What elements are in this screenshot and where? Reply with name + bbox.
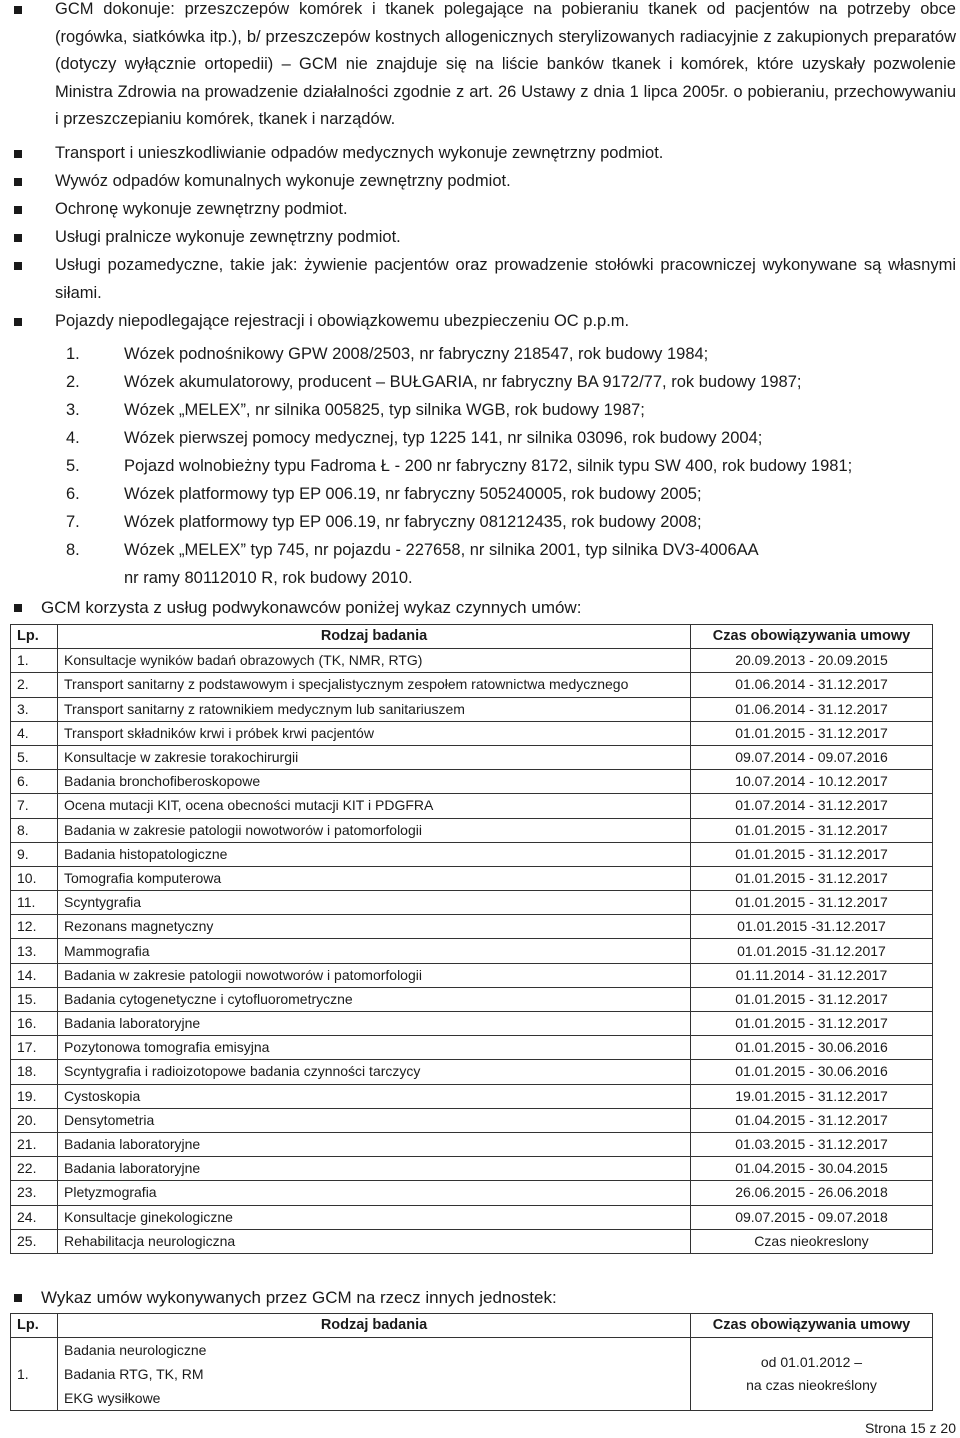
cell-period: 01.04.2015 - 30.04.2015 <box>691 1157 933 1181</box>
service-item: Badania RTG, TK, RM <box>64 1366 204 1383</box>
table-row <box>11 915 933 939</box>
table-row <box>11 842 933 866</box>
cell-period: 01.04.2015 - 31.12.2017 <box>691 1108 933 1132</box>
cell-lp: 7. <box>11 794 58 818</box>
cell-lp: 15. <box>11 987 58 1011</box>
cell-period: 01.03.2015 - 31.12.2017 <box>691 1132 933 1156</box>
cell-lp: 6. <box>11 770 58 794</box>
header-lp: Lp. <box>11 625 58 649</box>
cell-type: Badania w zakresie patologii nowotworów i patomorfologii <box>58 963 691 987</box>
vehicle-number: 2. <box>66 373 80 391</box>
cell-period: 01.01.2015 - 30.06.2016 <box>691 1060 933 1084</box>
cell-type: Rehabilitacja neurologiczna <box>58 1229 691 1253</box>
bullet-text: Usługi pozamedyczne, takie jak: żywienie pacjentów oraz prowadzenie stołówki pracowniczej wykonywane są własnymi siłami. <box>55 256 956 302</box>
header-period: Czas obowiązywania umowy <box>691 1314 933 1338</box>
cell-type: Transport składników krwi i próbek krwi pacjentów <box>58 721 691 745</box>
table-row <box>11 794 933 818</box>
bullet-square-icon <box>14 318 22 326</box>
cell-type: Konsultacje wyników badań obrazowych (TK, NMR, RTG) <box>58 649 691 673</box>
bullet-square-icon <box>14 604 22 612</box>
cell-period: 01.01.2015 -31.12.2017 <box>691 915 933 939</box>
bullet-square-icon <box>14 178 22 186</box>
table-row <box>11 1132 933 1156</box>
cell-lp: 19. <box>11 1084 58 1108</box>
cell-lp: 14. <box>11 963 58 987</box>
cell-lp: 3. <box>11 697 58 721</box>
bullet-non-medical <box>14 252 956 307</box>
bullet-square-icon <box>14 1294 22 1302</box>
cell-period: 26.06.2015 - 26.06.2018 <box>691 1181 933 1205</box>
cell-type: Badania cytogenetyczne i cytofluorometryczne <box>58 987 691 1011</box>
cell-type: Badania laboratoryjne <box>58 1157 691 1181</box>
subcontract-heading <box>14 594 956 622</box>
cell-lp: 12. <box>11 915 58 939</box>
cell-type: Cystoskopia <box>58 1084 691 1108</box>
cell-lp: 5. <box>11 745 58 769</box>
page-number: Strona 15 z 20 <box>864 1420 956 1436</box>
cell-period: Czas nieokreslony <box>691 1229 933 1253</box>
cell-lp: 21. <box>11 1132 58 1156</box>
vehicle-text: Wózek podnośnikowy GPW 2008/2503, nr fabryczny 218547, rok budowy 1984; <box>124 345 709 363</box>
cell-lp: 9. <box>11 842 58 866</box>
cell-period: 10.07.2014 - 10.12.2017 <box>691 770 933 794</box>
table-row <box>11 939 933 963</box>
table-header-row <box>11 625 933 649</box>
cell-type: Badania histopatologiczne <box>58 842 691 866</box>
table-row <box>11 1181 933 1205</box>
period-start: od 01.01.2012 – <box>760 1354 863 1371</box>
cell-lp: 20. <box>11 1108 58 1132</box>
cell-period: 01.01.2015 - 31.12.2017 <box>691 866 933 890</box>
cell-period: 01.01.2015 - 31.12.2017 <box>691 1012 933 1036</box>
cell-type: Badania w zakresie patologii nowotworów i patomorfologii <box>58 818 691 842</box>
cell-type: Pozytonowa tomografia emisyjna <box>58 1036 691 1060</box>
bullet-square-icon <box>14 262 22 270</box>
cell-lp: 25. <box>11 1229 58 1253</box>
cell-lp: 23. <box>11 1181 58 1205</box>
table-row <box>11 1157 933 1181</box>
table-row <box>11 1108 933 1132</box>
table-header-row <box>11 1314 933 1338</box>
cell-period: 01.06.2014 - 31.12.2017 <box>691 673 933 697</box>
vehicle-number: 6. <box>66 485 80 503</box>
other-contracts-heading-text: Wykaz umów wykonywanych przez GCM na rzecz innych jednostek: <box>41 1288 557 1307</box>
table-row <box>11 963 933 987</box>
table-row <box>11 1338 933 1411</box>
table-row <box>11 1036 933 1060</box>
cell-period: 09.07.2014 - 09.07.2016 <box>691 745 933 769</box>
bullet-square-icon <box>14 150 22 158</box>
cell-type: Densytometria <box>58 1108 691 1132</box>
cell-lp: 2. <box>11 673 58 697</box>
header-period: Czas obowiązywania umowy <box>691 625 933 649</box>
cell-period: 19.01.2015 - 31.12.2017 <box>691 1084 933 1108</box>
cell-lp: 17. <box>11 1036 58 1060</box>
cell-period: 01.01.2015 -31.12.2017 <box>691 939 933 963</box>
header-lp: Lp. <box>11 1314 58 1338</box>
bullet-text: Wywóz odpadów komunalnych wykonuje zewnętrzny podmiot. <box>55 172 511 190</box>
vehicle-text: Pojazd wolnobieżny typu Fadroma Ł - 200 nr fabryczny 8172, silnik typu SW 400, rok budowy 1981; <box>124 457 853 475</box>
bullet-medical-waste <box>14 140 956 168</box>
cell-period: 01.11.2014 - 31.12.2017 <box>691 963 933 987</box>
cell-type <box>58 1338 691 1411</box>
cell-type: Konsultacje ginekologiczne <box>58 1205 691 1229</box>
table-row <box>11 673 933 697</box>
table-row <box>11 697 933 721</box>
cell-lp: 8. <box>11 818 58 842</box>
vehicle-number: 5. <box>66 457 80 475</box>
table-row <box>11 1205 933 1229</box>
bullet-text: Pojazdy niepodlegające rejestracji i obowiązkowemu ubezpieczeniu OC p.p.m. <box>55 312 630 330</box>
cell-type: Badania bronchofiberoskopowe <box>58 770 691 794</box>
cell-period: 09.07.2015 - 09.07.2018 <box>691 1205 933 1229</box>
header-type: Rodzaj badania <box>58 625 691 649</box>
cell-period: 01.07.2014 - 31.12.2017 <box>691 794 933 818</box>
bullet-laundry <box>14 224 956 252</box>
cell-type: Rezonans magnetyczny <box>58 915 691 939</box>
vehicle-number: 1. <box>66 345 80 363</box>
vehicle-text: Wózek platformowy typ EP 006.19, nr fabryczny 081212435, rok budowy 2008; <box>124 513 702 531</box>
other-contracts-table <box>10 1313 933 1411</box>
header-type: Rodzaj badania <box>58 1314 691 1338</box>
cell-period: 01.01.2015 - 31.12.2017 <box>691 987 933 1011</box>
subcontract-table-body <box>11 649 933 1254</box>
cell-lp: 16. <box>11 1012 58 1036</box>
bullet-text: Ochronę wykonuje zewnętrzny podmiot. <box>55 200 348 218</box>
table-row <box>11 866 933 890</box>
cell-period: 20.09.2013 - 20.09.2015 <box>691 649 933 673</box>
bullet-municipal-waste <box>14 168 956 196</box>
table-row <box>11 891 933 915</box>
cell-lp: 22. <box>11 1157 58 1181</box>
vehicle-number: 7. <box>66 513 80 531</box>
cell-period: 01.01.2015 - 31.12.2017 <box>691 721 933 745</box>
bullet-security <box>14 196 956 224</box>
period-end: na czas nieokreślony <box>746 1377 877 1394</box>
cell-type: Mammografia <box>58 939 691 963</box>
cell-type: Badania laboratoryjne <box>58 1132 691 1156</box>
cell-type: Ocena mutacji KIT, ocena obecności mutacji KIT i PDGFRA <box>58 794 691 818</box>
cell-period: 01.06.2014 - 31.12.2017 <box>691 697 933 721</box>
service-item: EKG wysiłkowe <box>64 1390 161 1407</box>
cell-period: 01.01.2015 - 31.12.2017 <box>691 891 933 915</box>
subcontract-heading-text: GCM korzysta z usług podwykonawców poniżej wykaz czynnych umów: <box>41 598 582 617</box>
table-row <box>11 1060 933 1084</box>
bullet-square-icon <box>14 6 22 14</box>
cell-type: Scyntygrafia i radioizotopowe badania czynności tarczycy <box>58 1060 691 1084</box>
vehicle-number: 4. <box>66 429 80 447</box>
cell-type: Transport sanitarny z ratownikiem medycznym lub sanitariuszem <box>58 697 691 721</box>
bullet-text: GCM dokonuje: przeszczepów komórek i tkanek polegające na pobieraniu tkanek od pacjentów na potrzeby obce (rogówka, siatkówka itp.), b/ przeszczepów kostnych allogenicznych sterylizowanych radiacyjnie z zakupionych preparatów (dotyczy wyłącznie ortopedii) – GCM nie znajduje się na liście banków tkanek i komórek, które uzyskały pozwolenie Ministra Zdrowia na prowadzenie działalności zgodnie z art. 26 Ustawy z dnia 1 lipca 2005r. o pobieraniu, przechowywaniu i przeszczepianiu komórek, tkanek i narządów. <box>55 0 956 128</box>
bullet-text: Transport i unieszkodliwianie odpadów medycznych wykonuje zewnętrzny podmiot. <box>55 144 664 162</box>
cell-lp: 11. <box>11 891 58 915</box>
vehicle-text: Wózek akumulatorowy, producent – BUŁGARIA, nr fabryczny BA 9172/77, rok budowy 1987; <box>124 373 802 391</box>
table-row <box>11 721 933 745</box>
table-row <box>11 649 933 673</box>
subcontract-table <box>10 624 933 1254</box>
cell-type: Scyntygrafia <box>58 891 691 915</box>
cell-lp: 10. <box>11 866 58 890</box>
cell-type: Pletyzmografia <box>58 1181 691 1205</box>
cell-period: 01.01.2015 - 31.12.2017 <box>691 818 933 842</box>
cell-type: Badania laboratoryjne <box>58 1012 691 1036</box>
cell-lp: 1. <box>11 1338 58 1411</box>
table-row <box>11 770 933 794</box>
cell-lp: 18. <box>11 1060 58 1084</box>
table-row <box>11 818 933 842</box>
vehicle-number: 3. <box>66 401 80 419</box>
table-row <box>11 1012 933 1036</box>
cell-type: Transport sanitarny z podstawowym i specjalistycznym zespołem ratownictwa medycznego <box>58 673 691 697</box>
cell-period: 01.01.2015 - 31.12.2017 <box>691 842 933 866</box>
bullet-vehicles <box>14 308 956 336</box>
cell-lp: 4. <box>11 721 58 745</box>
cell-lp: 1. <box>11 649 58 673</box>
cell-lp: 13. <box>11 939 58 963</box>
vehicle-text: Wózek pierwszej pomocy medycznej, typ 1225 141, nr silnika 03096, rok budowy 2004; <box>124 429 763 447</box>
service-item: Badania neurologiczne <box>64 1342 207 1359</box>
cell-period <box>691 1338 933 1411</box>
vehicle-number: 8. <box>66 541 80 559</box>
cell-period: 01.01.2015 - 30.06.2016 <box>691 1036 933 1060</box>
table-row <box>11 987 933 1011</box>
table-row <box>11 1084 933 1108</box>
cell-type: Tomografia komputerowa <box>58 866 691 890</box>
bullet-text: Usługi pralnicze wykonuje zewnętrzny podmiot. <box>55 228 401 246</box>
cell-lp: 24. <box>11 1205 58 1229</box>
table-row <box>11 745 933 769</box>
table-row <box>11 1229 933 1253</box>
vehicle-text: Wózek „MELEX” typ 745, nr pojazdu - 227658, nr silnika 2001, typ silnika DV3-4006AA <box>124 541 759 559</box>
bullet-square-icon <box>14 234 22 242</box>
vehicle-text: Wózek „MELEX”, nr silnika 005825, typ silnika WGB, rok budowy 1987; <box>124 401 645 419</box>
vehicle-text: Wózek platformowy typ EP 006.19, nr fabryczny 505240005, rok budowy 2005; <box>124 485 702 503</box>
vehicle-text-continuation: nr ramy 80112010 R, rok budowy 2010. <box>124 568 413 587</box>
bullet-gcm-transplants <box>14 0 956 134</box>
bullet-square-icon <box>14 206 22 214</box>
cell-type: Konsultacje w zakresie torakochirurgii <box>58 745 691 769</box>
other-contracts-heading <box>14 1284 956 1312</box>
